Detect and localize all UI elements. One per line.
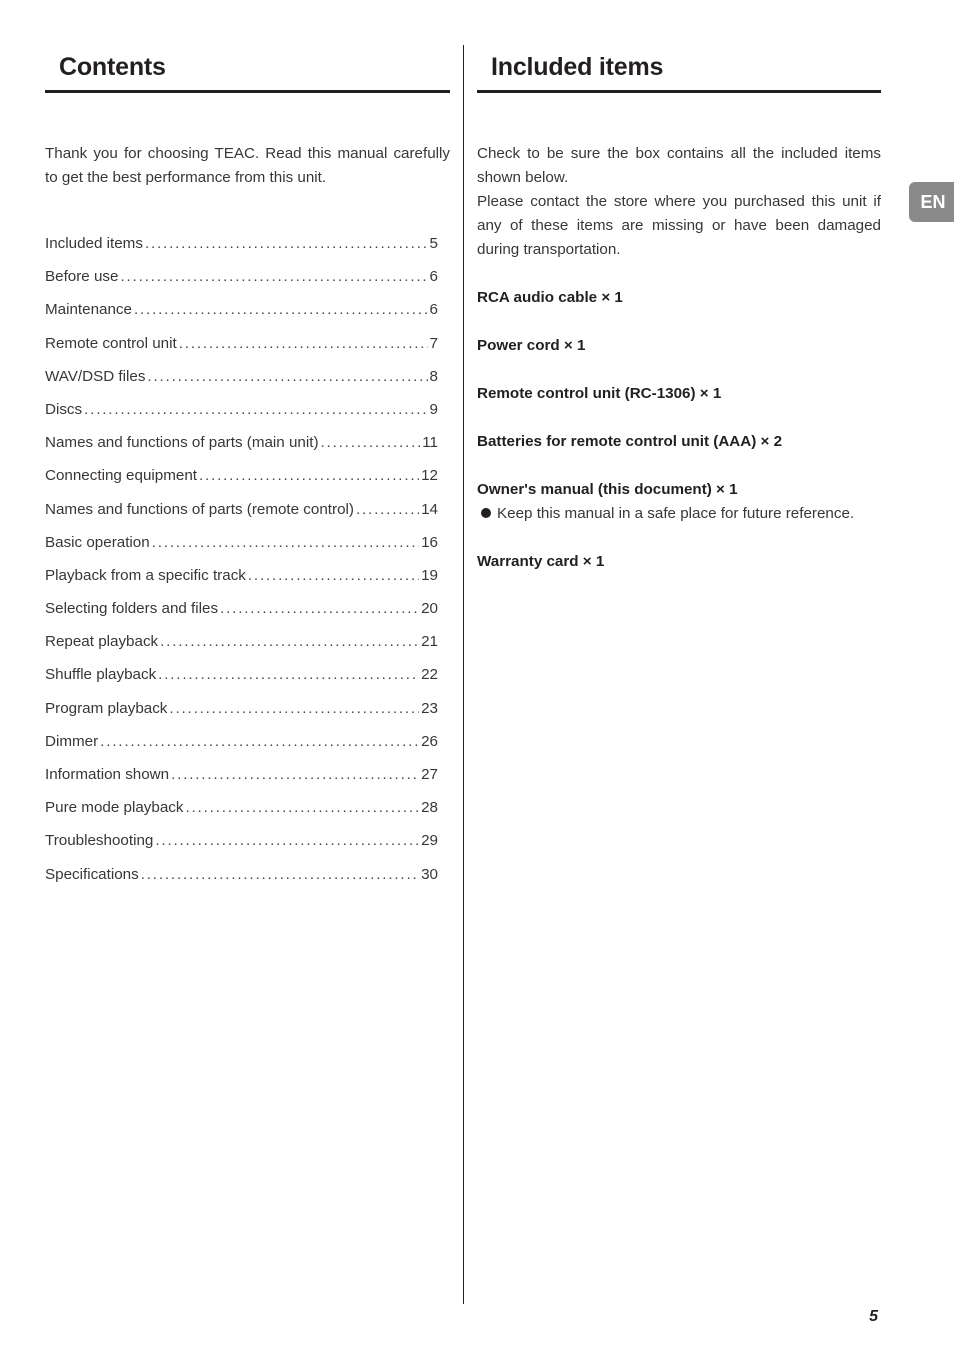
- toc-dot-leader: [152, 531, 419, 555]
- toc-dot-leader: [220, 597, 419, 621]
- toc-item-page: 23: [421, 699, 438, 717]
- toc-dot-leader: [356, 498, 419, 522]
- list-item: [477, 334, 881, 358]
- item-name: Remote control unit (RC-1306) × 1: [477, 385, 722, 402]
- toc-item-page: 11: [422, 434, 438, 452]
- toc-item-page: 6: [429, 301, 438, 319]
- table-of-contents: [45, 232, 438, 896]
- contents-intro-text: Thank you for choosing TEAC. Read this manual carefully to get the best performance from this unit.: [45, 145, 450, 186]
- language-tab: EN: [909, 182, 954, 222]
- toc-item-title: Basic operation: [45, 533, 150, 551]
- toc-dot-leader: [141, 863, 419, 887]
- toc-item-page: 21: [421, 633, 438, 651]
- toc-item-parts-main-unit[interactable]: [45, 431, 438, 464]
- included-items-heading: Included items: [491, 53, 664, 81]
- list-item: [477, 430, 881, 454]
- toc-item-specifications[interactable]: [45, 863, 438, 896]
- toc-item-playback-specific-track[interactable]: [45, 564, 438, 597]
- included-items-heading-bar: [477, 50, 881, 93]
- toc-item-page: 9: [429, 400, 438, 418]
- toc-item-title: Names and functions of parts (remote control): [45, 500, 354, 518]
- toc-item-shuffle-playback[interactable]: [45, 663, 438, 696]
- toc-item-repeat-playback[interactable]: [45, 630, 438, 663]
- item-name: Owner's manual (this document) × 1: [477, 481, 738, 498]
- toc-item-pure-mode-playback[interactable]: [45, 796, 438, 829]
- toc-item-title: Pure mode playback: [45, 799, 184, 817]
- toc-item-page: 16: [421, 533, 438, 551]
- toc-item-page: 14: [421, 500, 438, 518]
- toc-dot-leader: [147, 365, 427, 389]
- toc-item-title: Troubleshooting: [45, 832, 154, 850]
- toc-item-before-use[interactable]: [45, 265, 438, 298]
- item-name: Power cord × 1: [477, 337, 586, 354]
- included-items-intro-line-2: Please contact the store where you purchased this unit if any of these items are missing or have been damaged during transportation.: [477, 193, 881, 258]
- item-name: Batteries for remote control unit (AAA) × 2: [477, 433, 783, 450]
- toc-item-page: 7: [429, 334, 438, 352]
- toc-item-troubleshooting[interactable]: [45, 829, 438, 862]
- toc-dot-leader: [120, 265, 427, 289]
- toc-item-page: 19: [421, 566, 438, 584]
- toc-item-title: WAV/DSD files: [45, 367, 146, 385]
- toc-item-page: 20: [421, 600, 438, 618]
- toc-dot-leader: [100, 730, 419, 754]
- toc-dot-leader: [248, 564, 419, 588]
- toc-item-page: 5: [429, 235, 438, 252]
- toc-item-title: Maintenance: [45, 301, 132, 319]
- toc-item-page: 27: [421, 766, 438, 783]
- list-item: [477, 478, 881, 526]
- toc-item-title: Program playback: [45, 699, 168, 717]
- toc-item-page: 22: [421, 666, 438, 684]
- toc-item-title: Repeat playback: [45, 633, 159, 651]
- contents-heading: Contents: [59, 53, 166, 81]
- contents-heading-bar: [45, 50, 450, 93]
- toc-item-title: Shuffle playback: [45, 666, 157, 684]
- toc-dot-leader: [199, 464, 419, 488]
- toc-dot-leader: [321, 431, 421, 455]
- toc-item-title: Specifications: [45, 865, 139, 883]
- toc-item-page: 8: [429, 367, 438, 385]
- toc-dot-leader: [169, 697, 419, 721]
- toc-item-connecting-equipment[interactable]: [45, 464, 438, 497]
- item-note-text: Keep this manual in a safe place for future reference.: [497, 505, 855, 522]
- toc-item-title: Information shown: [45, 766, 170, 783]
- toc-item-title: Names and functions of parts (main unit): [45, 434, 319, 452]
- toc-item-wav-dsd-files[interactable]: [45, 365, 438, 398]
- toc-item-title: Dimmer: [45, 732, 99, 750]
- toc-item-title: Playback from a specific track: [45, 566, 246, 584]
- item-name: RCA audio cable × 1: [477, 289, 623, 306]
- toc-item-page: 30: [421, 865, 438, 883]
- toc-item-page: 29: [421, 832, 438, 850]
- toc-item-basic-operation[interactable]: [45, 531, 438, 564]
- toc-dot-leader: [185, 796, 419, 820]
- list-item: [477, 550, 881, 574]
- included-items-list: [477, 286, 881, 598]
- toc-item-parts-remote-control[interactable]: [45, 498, 438, 531]
- toc-item-included-items[interactable]: [45, 232, 438, 265]
- toc-dot-leader: [84, 398, 427, 422]
- toc-dot-leader: [158, 663, 419, 687]
- item-note: [477, 502, 881, 526]
- toc-item-page: 26: [421, 732, 438, 750]
- toc-item-program-playback[interactable]: [45, 697, 438, 730]
- toc-dot-leader: [155, 829, 419, 853]
- page-number: 5: [869, 1308, 878, 1325]
- included-items-intro: [477, 142, 881, 262]
- toc-item-title: Included items: [45, 235, 143, 252]
- toc-item-title: Connecting equipment: [45, 467, 197, 485]
- toc-item-title: Remote control unit: [45, 334, 177, 352]
- toc-dot-leader: [145, 232, 428, 256]
- column-divider: [463, 45, 464, 1304]
- contents-intro: [45, 142, 450, 190]
- toc-item-title: Selecting folders and files: [45, 600, 219, 618]
- toc-item-page: 6: [429, 268, 438, 286]
- item-name: Warranty card × 1: [477, 553, 605, 570]
- toc-item-page: 28: [421, 799, 438, 817]
- toc-item-page: 12: [421, 467, 438, 485]
- toc-item-title: Before use: [45, 268, 119, 286]
- toc-item-selecting-folders-files[interactable]: [45, 597, 438, 630]
- toc-item-title: Discs: [45, 400, 83, 418]
- toc-item-information-shown[interactable]: [45, 763, 438, 796]
- included-items-intro-line-1: Check to be sure the box contains all the included items shown below.: [477, 145, 881, 186]
- toc-item-dimmer[interactable]: [45, 730, 438, 763]
- toc-dot-leader: [171, 763, 419, 787]
- toc-dot-leader: [179, 332, 428, 356]
- toc-dot-leader: [160, 630, 419, 654]
- toc-dot-leader: [134, 298, 428, 322]
- bullet-icon: [481, 508, 491, 518]
- toc-item-remote-control-unit[interactable]: [45, 332, 438, 365]
- toc-item-maintenance[interactable]: [45, 298, 438, 331]
- list-item: [477, 382, 881, 406]
- toc-item-discs[interactable]: [45, 398, 438, 431]
- list-item: [477, 286, 881, 310]
